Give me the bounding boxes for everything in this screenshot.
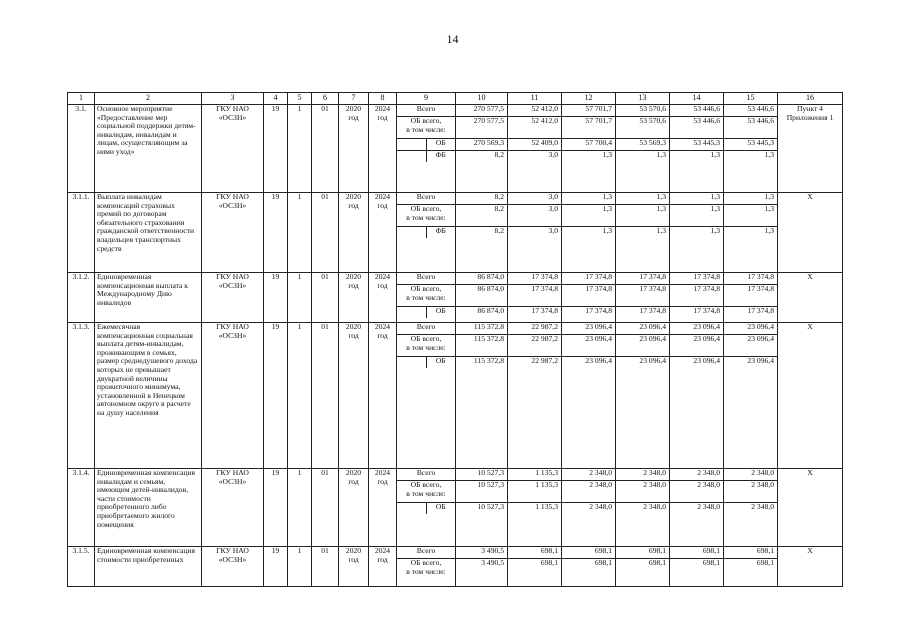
row-note: X <box>778 323 843 469</box>
funding-source-cell <box>397 193 456 273</box>
row-col4: 19 <box>264 105 288 193</box>
row-executor: ГКУ НАО «ОСЗН» <box>202 105 264 193</box>
value: 270 577,5 <box>456 105 507 117</box>
source-label: ОБ <box>426 307 455 319</box>
row-start-year: 2020 год <box>339 273 369 323</box>
row-col4: 19 <box>264 469 288 547</box>
program-table <box>67 92 843 587</box>
header-cell: 15 <box>724 93 778 105</box>
row-col6: 01 <box>312 273 339 323</box>
value: 8,2 <box>456 193 507 205</box>
value: 1,3 <box>670 205 723 227</box>
value: 8,2 <box>494 150 504 159</box>
value: 3 490,5 <box>456 547 507 559</box>
value-cell <box>562 105 616 193</box>
value-cell <box>562 273 616 323</box>
table-row <box>68 105 843 193</box>
value: 22 987,2 <box>508 323 561 335</box>
funding-source-cell <box>397 547 456 587</box>
table-row <box>68 273 843 323</box>
value: 3,0 <box>508 193 561 205</box>
value-cell <box>456 273 508 323</box>
blank-cell <box>397 357 426 369</box>
value: 86 874,0 <box>456 273 507 285</box>
value: 17 374,8 <box>693 306 720 315</box>
blank-cell <box>397 503 426 515</box>
ob-total-label <box>397 285 455 307</box>
value: 23 096,4 <box>639 356 666 365</box>
value: 23 096,4 <box>616 323 669 335</box>
ob-total-label <box>397 117 455 139</box>
value: 698,1 <box>562 547 615 559</box>
funding-source-cell <box>397 323 456 469</box>
value: 1,3 <box>616 205 669 227</box>
value: 698,1 <box>594 558 612 567</box>
row-col4: 19 <box>264 273 288 323</box>
value: 115 372,8 <box>473 356 504 365</box>
blank-cell <box>397 307 426 319</box>
source-label: ФБ <box>426 227 455 239</box>
source-label: ОБ <box>426 357 455 369</box>
value-cell <box>562 469 616 547</box>
value: 698,1 <box>648 558 666 567</box>
row-note: X <box>778 273 843 323</box>
value: 1,3 <box>710 150 720 159</box>
value: 23 096,4 <box>724 323 777 335</box>
value: 1,3 <box>724 193 777 205</box>
value: 1,3 <box>764 150 774 159</box>
value: 23 096,4 <box>724 335 777 357</box>
row-end-year: 2024 год <box>369 273 397 323</box>
value: 10 527,3 <box>456 481 507 503</box>
value: 17 374,8 <box>508 273 561 285</box>
ob-total-label <box>397 481 455 503</box>
header-cell: 6 <box>312 93 339 105</box>
row-end-year: 2024 год <box>369 193 397 273</box>
blank-cell <box>397 151 426 163</box>
row-col6: 01 <box>312 469 339 547</box>
value: 698,1 <box>508 547 561 559</box>
value: 1,3 <box>562 193 615 205</box>
value: 698,1 <box>540 558 558 567</box>
row-executor: ГКУ НАО «ОСЗН» <box>202 547 264 587</box>
header-cell: 10 <box>456 93 508 105</box>
value: 2 348,0 <box>751 502 774 511</box>
value: 57 700,4 <box>562 139 615 151</box>
value-cell <box>508 105 562 193</box>
value: 17 374,8 <box>670 285 723 307</box>
value-cell <box>562 323 616 469</box>
value: 270 569,3 <box>456 139 507 151</box>
value: 23 096,4 <box>562 335 615 357</box>
value-cell <box>616 193 670 273</box>
value: 53 445,3 <box>724 139 777 151</box>
value: 23 096,4 <box>747 356 774 365</box>
value: 17 374,8 <box>724 285 777 307</box>
value-cell <box>670 469 724 547</box>
row-col6: 01 <box>312 323 339 469</box>
header-cell: 11 <box>508 93 562 105</box>
value: 17 374,8 <box>616 273 669 285</box>
value-cell <box>508 547 562 587</box>
value: 23 096,4 <box>616 335 669 357</box>
ob-total-text: ОБ всего, <box>410 116 442 125</box>
value: 3 490,5 <box>481 558 504 567</box>
value: 52 409,0 <box>508 139 561 151</box>
total-label: Всего <box>397 547 455 559</box>
row-name: Единовременная компенсация инвалидам и семьям, имеющим детей-инвалидов, части стоимости приобретенного либо приобретаемого жилого помещения <box>95 469 202 547</box>
row-col4: 19 <box>264 193 288 273</box>
header-cell: 2 <box>95 93 202 105</box>
row-col4: 19 <box>264 323 288 469</box>
value-cell <box>508 273 562 323</box>
source-label: ОБ <box>426 503 455 515</box>
value: 53 569,3 <box>616 139 669 151</box>
value: 698,1 <box>670 547 723 559</box>
value: 10 527,3 <box>456 469 507 481</box>
value-cell <box>616 323 670 469</box>
value-cell <box>456 105 508 193</box>
header-cell: 5 <box>288 93 312 105</box>
value: 22 987,2 <box>531 356 558 365</box>
value: 698,1 <box>616 547 669 559</box>
row-executor: ГКУ НАО «ОСЗН» <box>202 323 264 469</box>
value: 57 701,7 <box>562 105 615 117</box>
row-note: X <box>778 469 843 547</box>
total-label: Всего <box>397 323 455 335</box>
value: 17 374,8 <box>670 273 723 285</box>
header-cell: 4 <box>264 93 288 105</box>
value: 17 374,8 <box>562 285 615 307</box>
value-cell <box>456 469 508 547</box>
value: 17 374,8 <box>508 285 561 307</box>
row-code: 3.1.3. <box>68 323 95 469</box>
value: 1,3 <box>562 205 615 227</box>
value: 23 096,4 <box>693 356 720 365</box>
value-cell <box>670 323 724 469</box>
blank-cell <box>397 139 426 151</box>
row-start-year: 2020 год <box>339 547 369 587</box>
incl-text: в том числе: <box>406 124 446 134</box>
header-cell: 9 <box>397 93 456 105</box>
row-executor: ГКУ НАО «ОСЗН» <box>202 469 264 547</box>
header-cell: 8 <box>369 93 397 105</box>
value: 17 374,8 <box>585 306 612 315</box>
value-cell <box>562 193 616 273</box>
value: 115 372,8 <box>456 323 507 335</box>
value: 8,2 <box>456 205 507 227</box>
row-executor: ГКУ НАО «ОСЗН» <box>202 273 264 323</box>
value: 8,2 <box>494 226 504 235</box>
ob-total-text: ОБ всего, <box>410 558 442 567</box>
value-cell <box>456 323 508 469</box>
ob-total-text: ОБ всего, <box>410 480 442 489</box>
row-note: Пункт 4 Приложения 1 <box>778 105 843 193</box>
total-label: Всего <box>397 469 455 481</box>
row-col6: 01 <box>312 547 339 587</box>
row-end-year: 2024 год <box>369 105 397 193</box>
incl-text: в том числе: <box>406 566 446 576</box>
total-label: Всего <box>397 193 455 205</box>
row-end-year: 2024 год <box>369 469 397 547</box>
row-start-year: 2020 год <box>339 193 369 273</box>
value: 2 348,0 <box>562 469 615 481</box>
table-row <box>68 193 843 273</box>
row-start-year: 2020 год <box>339 469 369 547</box>
value: 1,3 <box>710 226 720 235</box>
header-cell: 7 <box>339 93 369 105</box>
table-row <box>68 547 843 587</box>
row-col5: 1 <box>288 469 312 547</box>
row-code: 3.1. <box>68 105 95 193</box>
table-row <box>68 323 843 469</box>
value: 17 374,8 <box>531 306 558 315</box>
value: 23 096,4 <box>670 323 723 335</box>
value: 53 446,6 <box>724 117 777 139</box>
value-cell <box>724 323 778 469</box>
value: 1,3 <box>602 150 612 159</box>
header-cell: 3 <box>202 93 264 105</box>
value-cell <box>616 469 670 547</box>
ob-total-text: ОБ всего, <box>410 204 442 213</box>
value: 1 135,3 <box>508 469 561 481</box>
value: 17 374,8 <box>616 285 669 307</box>
incl-text: в том числе: <box>406 292 446 302</box>
incl-text: в том числе: <box>406 212 446 222</box>
value-cell <box>724 469 778 547</box>
value-cell <box>508 323 562 469</box>
value: 10 527,3 <box>477 502 504 511</box>
value: 1,3 <box>656 226 666 235</box>
value: 23 096,4 <box>562 323 615 335</box>
value-cell <box>616 547 670 587</box>
row-col5: 1 <box>288 193 312 273</box>
header-row <box>68 93 843 105</box>
value-cell <box>724 105 778 193</box>
row-col6: 01 <box>312 105 339 193</box>
row-col4: 19 <box>264 547 288 587</box>
value: 698,1 <box>724 547 777 559</box>
value: 53 446,6 <box>670 105 723 117</box>
value-cell <box>670 193 724 273</box>
total-label: Всего <box>397 273 455 285</box>
value: 17 374,8 <box>747 306 774 315</box>
value: 2 348,0 <box>724 481 777 503</box>
row-start-year: 2020 год <box>339 105 369 193</box>
row-end-year: 2024 год <box>369 323 397 469</box>
value: 1,3 <box>656 150 666 159</box>
value-cell <box>724 193 778 273</box>
value: 86 874,0 <box>477 306 504 315</box>
row-code: 3.1.5. <box>68 547 95 587</box>
value: 3,0 <box>548 150 558 159</box>
ob-total-label <box>397 335 455 357</box>
value: 2 348,0 <box>616 469 669 481</box>
row-name: Выплата инвалидам компенсаций страховых премий по договорам обязательного страхования гражданской ответственности владельцев транспортных средств <box>95 193 202 273</box>
value: 115 372,8 <box>456 335 507 357</box>
row-name: Основное мероприятие «Предоставление мер социальной поддержки детям-инвалидам, инвалидам и лицам, осуществляющим за ними уход» <box>95 105 202 193</box>
value: 1,3 <box>616 193 669 205</box>
header-cell: 12 <box>562 93 616 105</box>
value-cell <box>724 547 778 587</box>
row-col5: 1 <box>288 323 312 469</box>
value: 86 874,0 <box>456 285 507 307</box>
value: 2 348,0 <box>724 469 777 481</box>
row-name: Единовременная компенсационная выплата к Международному Дню инвалидов <box>95 273 202 323</box>
row-col6: 01 <box>312 193 339 273</box>
value-cell <box>616 273 670 323</box>
source-label: ФБ <box>426 151 455 163</box>
value: 1,3 <box>670 193 723 205</box>
value: 2 348,0 <box>670 469 723 481</box>
ob-total-label <box>397 559 455 581</box>
blank-cell <box>397 227 426 239</box>
row-note: X <box>778 547 843 587</box>
ob-total-text: ОБ всего, <box>410 334 442 343</box>
value: 52 412,0 <box>508 105 561 117</box>
total-label: Всего <box>397 105 455 117</box>
value: 53 570,6 <box>616 117 669 139</box>
funding-source-cell <box>397 105 456 193</box>
value: 1 135,3 <box>508 481 561 503</box>
value: 53 446,6 <box>670 117 723 139</box>
value: 2 348,0 <box>670 481 723 503</box>
value-cell <box>508 469 562 547</box>
value: 1,3 <box>764 226 774 235</box>
value: 23 096,4 <box>670 335 723 357</box>
row-note: X <box>778 193 843 273</box>
value: 3,0 <box>548 226 558 235</box>
value: 23 096,4 <box>585 356 612 365</box>
page-number: 14 <box>446 32 459 46</box>
value-cell <box>670 273 724 323</box>
value: 17 374,8 <box>724 273 777 285</box>
value: 17 374,8 <box>639 306 666 315</box>
value: 698,1 <box>702 558 720 567</box>
row-name: Единовременная компенсация стоимости приобретенных <box>95 547 202 587</box>
value: 1,3 <box>602 226 612 235</box>
value: 1,3 <box>724 205 777 227</box>
value-cell <box>456 547 508 587</box>
value: 2 348,0 <box>697 502 720 511</box>
ob-total-text: ОБ всего, <box>410 284 442 293</box>
row-col5: 1 <box>288 105 312 193</box>
value: 53 446,6 <box>724 105 777 117</box>
value: 3,0 <box>508 205 561 227</box>
value: 698,1 <box>756 558 774 567</box>
value: 17 374,8 <box>562 273 615 285</box>
value: 270 577,5 <box>456 117 507 139</box>
row-col5: 1 <box>288 273 312 323</box>
value-cell <box>562 547 616 587</box>
value: 2 348,0 <box>616 481 669 503</box>
row-name: Ежемесячная компенсационная социальная выплата детям-инвалидам, проживающим в семьях, размер среднедушевого дохода которых не превышает двукратной величины прожиточного минимума, установленной в Ненецком автономном округе в расчете на душу населения <box>95 323 202 469</box>
value-cell <box>508 193 562 273</box>
header-cell: 14 <box>670 93 724 105</box>
value: 2 348,0 <box>643 502 666 511</box>
funding-source-cell <box>397 273 456 323</box>
header-cell: 1 <box>68 93 95 105</box>
row-col5: 1 <box>288 547 312 587</box>
incl-text: в том числе: <box>406 342 446 352</box>
value: 57 701,7 <box>562 117 615 139</box>
value: 53 570,6 <box>616 105 669 117</box>
value: 52 412,0 <box>508 117 561 139</box>
value-cell <box>616 105 670 193</box>
ob-total-label <box>397 205 455 227</box>
row-code: 3.1.2. <box>68 273 95 323</box>
source-label: ОБ <box>426 139 455 151</box>
value-cell <box>456 193 508 273</box>
header-cell: 13 <box>616 93 670 105</box>
incl-text: в том числе: <box>406 488 446 498</box>
value-cell <box>724 273 778 323</box>
row-code: 3.1.4. <box>68 469 95 547</box>
row-executor: ГКУ НАО «ОСЗН» <box>202 193 264 273</box>
row-code: 3.1.1. <box>68 193 95 273</box>
funding-source-cell <box>397 469 456 547</box>
value: 53 445,3 <box>670 139 723 151</box>
header-cell: 16 <box>778 93 843 105</box>
row-start-year: 2020 год <box>339 323 369 469</box>
row-end-year: 2024 год <box>369 547 397 587</box>
value: 22 987,2 <box>508 335 561 357</box>
value: 2 348,0 <box>589 502 612 511</box>
table-row <box>68 469 843 547</box>
value-cell <box>670 105 724 193</box>
value: 2 348,0 <box>562 481 615 503</box>
value-cell <box>670 547 724 587</box>
value: 1 135,3 <box>535 502 558 511</box>
